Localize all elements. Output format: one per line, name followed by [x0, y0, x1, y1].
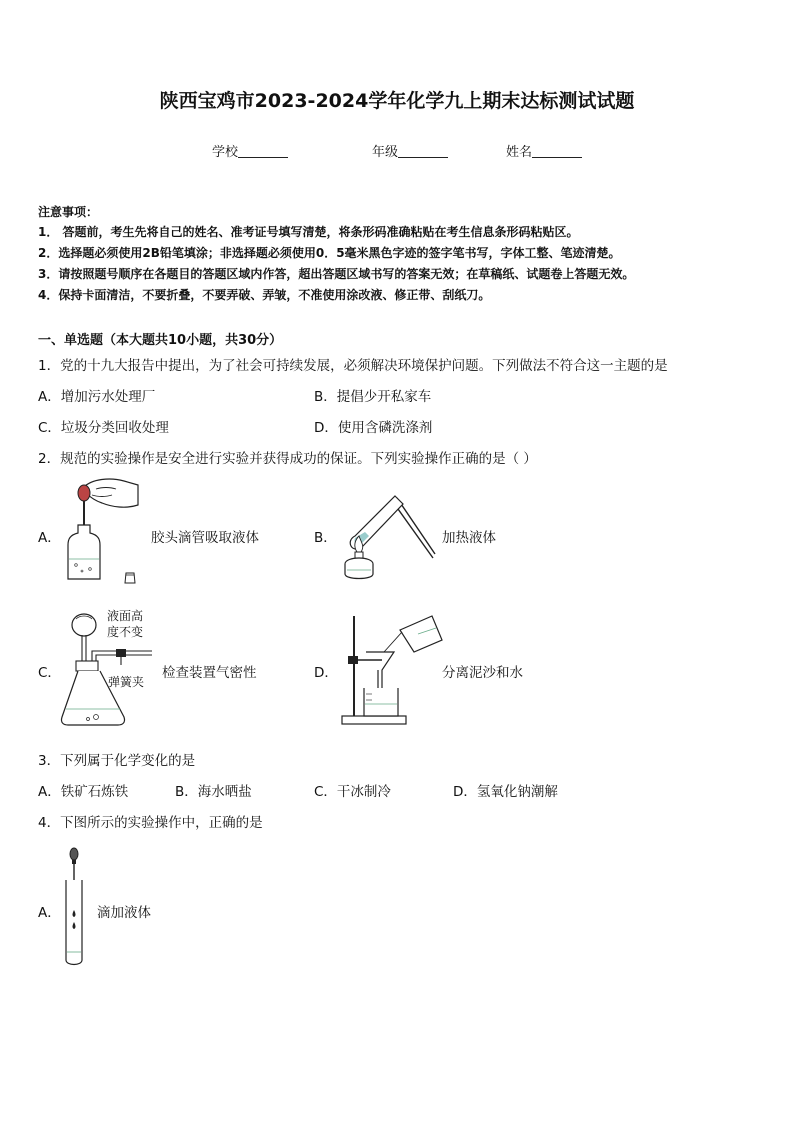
question-2-stem: 2．规范的实验操作是安全进行实验并获得成功的保证。下列实验操作正确的是（ ） [38, 451, 537, 467]
label-liquid-level-1: 液面高 [107, 609, 144, 623]
q2-option-b-letter: B． [314, 530, 337, 546]
question-4-stem: 4．下图所示的实验操作中，正确的是 [38, 815, 263, 831]
q2-option-c-caption: 检查装置气密性 [162, 665, 257, 681]
q2-option-b-caption: 加热液体 [442, 530, 496, 546]
q4-option-a-caption: 滴加液体 [97, 905, 151, 921]
grade-blank [398, 145, 448, 158]
q2-option-a-letter: A． [38, 530, 61, 546]
filtration-apparatus-figure [340, 612, 444, 726]
q2-option-d-letter: D． [314, 665, 338, 681]
school-label: 学校 [212, 145, 239, 160]
q1-option-b: B．提倡少开私家车 [314, 389, 432, 405]
name-field [506, 141, 582, 160]
q1-option-c: C．垃圾分类回收处理 [38, 420, 169, 436]
question-1-stem: 1．党的十九大报告中提出，为了社会可持续发展，必须解决环境保护问题。下列做法不符合这一主题的是 [38, 358, 668, 374]
grade-label: 年级 [372, 145, 399, 160]
q2-option-d-caption: 分离泥沙和水 [442, 665, 523, 681]
q2-option-a-caption: 胶头滴管吸取液体 [151, 530, 259, 546]
section-heading: 一、单选题（本大题共10小题，共30分） [38, 333, 283, 348]
q1-option-d: D．使用含磷洗涤剂 [314, 420, 433, 436]
name-label: 姓名 [506, 145, 533, 160]
school-blank [238, 145, 288, 158]
q3-option-a: A．铁矿石炼铁 [38, 784, 129, 800]
q1-option-a: A．增加污水处理厂 [38, 389, 156, 405]
notice-heading: 注意事项： [38, 205, 99, 219]
notice-item: 4．保持卡面清洁，不要折叠，不要弄破、弄皱，不准使用涂改液、修正带、刮纸刀。 [38, 288, 491, 302]
notice-item: 1． 答题前，考生先将自己的姓名、准考证号填写清楚，将条形码准确粘贴在考生信息条形码粘贴区。 [38, 225, 579, 239]
question-3-stem: 3．下列属于化学变化的是 [38, 753, 196, 769]
label-spring-clamp: 弹簧夹 [108, 675, 145, 689]
page-title: 陕西宝鸡市2023-2024学年化学九上期末达标测试试题 [159, 90, 635, 112]
test-tube-heating-figure [335, 490, 435, 582]
grade-field [372, 141, 448, 160]
q3-option-d: D．氢氧化钠潮解 [453, 784, 558, 800]
dropper-suction-figure [62, 475, 142, 587]
notice-item: 3．请按照题号顺序在各题目的答题区域内作答，超出答题区域书写的答案无效；在草稿纸、试题卷上答题无效。 [38, 267, 635, 281]
dropping-liquid-figure [62, 844, 86, 968]
school-field [212, 141, 288, 160]
q3-option-c: C．干冰制冷 [314, 784, 391, 800]
q2-option-c-letter: C． [38, 665, 61, 681]
q3-option-b: B．海水晒盐 [175, 784, 252, 800]
label-liquid-level-2: 度不变 [107, 625, 144, 639]
q4-option-a-letter: A． [38, 905, 61, 921]
notice-item: 2．选择题必须使用2B铅笔填涂；非选择题必须使用0．5毫米黑色字迹的签字笔书写，字体工整、笔迹清楚。 [38, 246, 621, 260]
name-blank [532, 145, 582, 158]
